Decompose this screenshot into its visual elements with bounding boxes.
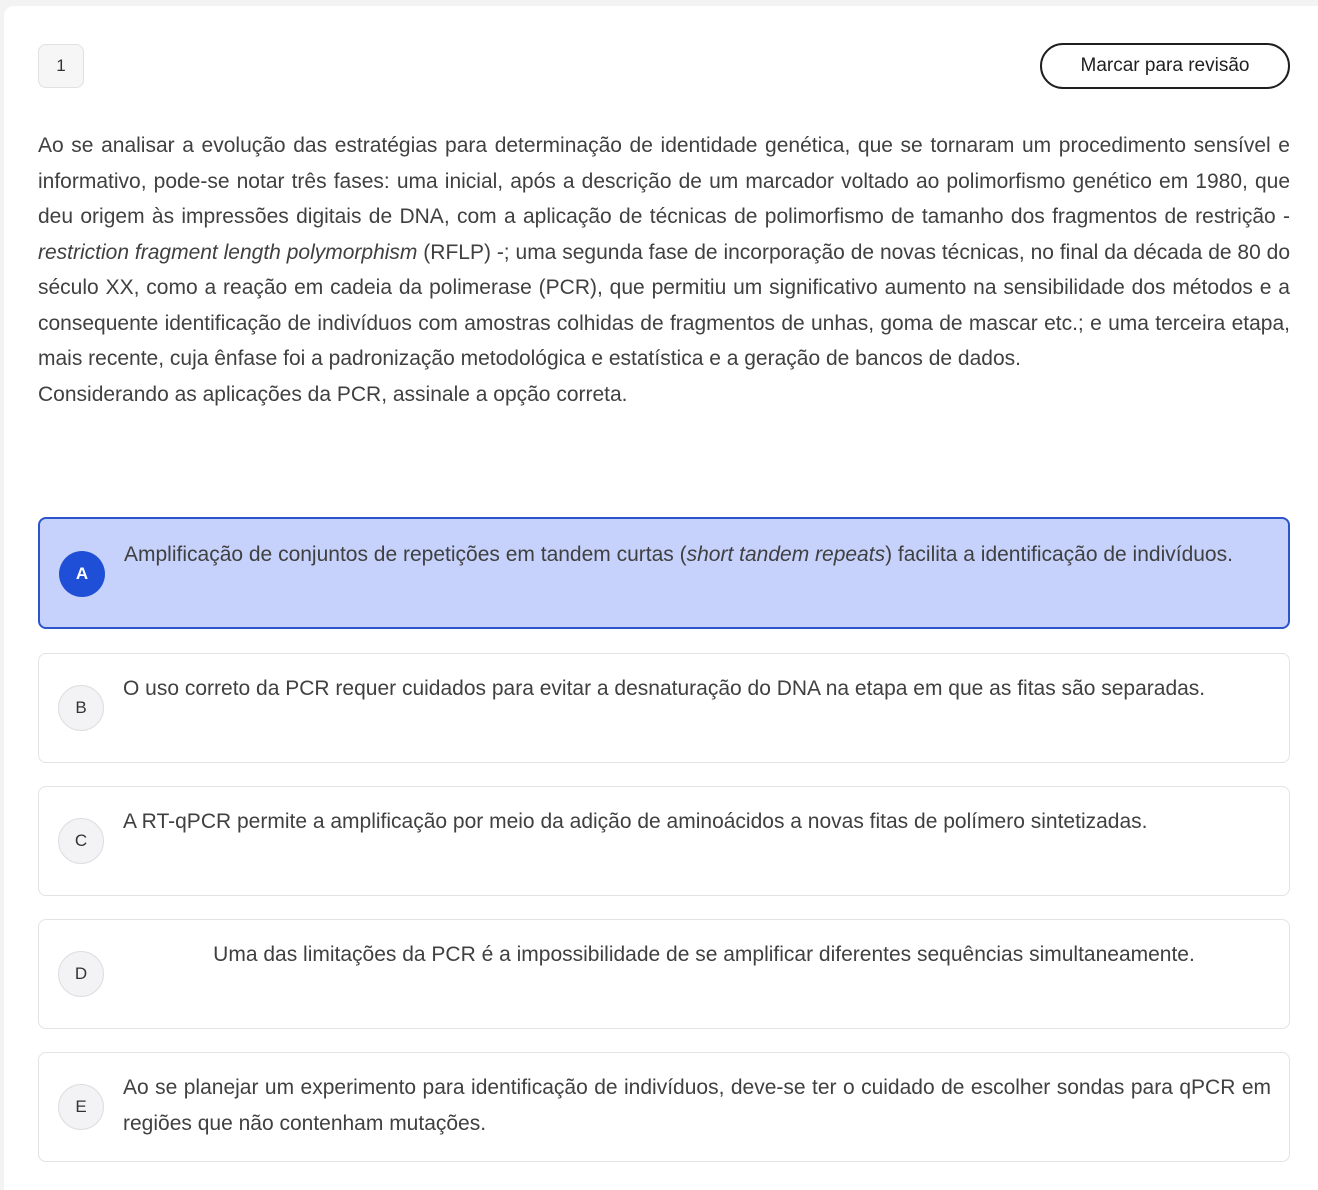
option-letter-badge: C [58,818,104,864]
option-text: A RT-qPCR permite a amplificação por meio da adição de aminoácidos a novas fitas de polímero sintetizadas. [123,810,1148,833]
statement-italic-term: restriction fragment length polymorphism [38,240,418,264]
option-letter-badge: E [58,1084,104,1130]
option-c[interactable] [38,786,1290,896]
option-text: Uma das limitações da PCR é a impossibilidade de se amplificar diferentes sequências simultaneamente. [213,943,1195,966]
option-text: Amplificação de conjuntos de repetições em tandem curtas (short tandem repeats) facilita a identificação de indivíduos. [124,543,1233,566]
question-statement [38,128,1290,412]
option-e[interactable] [38,1052,1290,1162]
question-prompt: Considerando as aplicações da PCR, assinale a opção correta. [38,382,628,406]
statement-paragraph: Ao se analisar a evolução das estratégias para determinação de identidade genética, que se tornaram um procedimento sensível e informativo, pode-se notar três fases: uma inicial, após a descrição de um marcador voltado ao polimorfismo genético em 1980, que deu origem às impressões digitais de DNA, com a aplicação de técnicas de polimorfismo de tamanho dos fragmentos de restrição - restriction fragment length polymorphism (RFLP) -; uma segunda fase de incorporação de novas técnicas, no final da década de 80 do século XX, como a reação em cadeia da polimerase (PCR), que permitiu um significativo aumento na sensibilidade dos métodos e a consequente identificação de indivíduos com amostras colhidas de fragmentos de unhas, goma de mascar etc.; e uma terceira etapa, mais recente, cuja ênfase foi a padronização metodológica e estatística e a geração de bancos de dados. [38,134,1290,370]
mark-for-review-button[interactable]: Marcar para revisão [1040,43,1290,89]
option-text: O uso correto da PCR requer cuidados para evitar a desnaturação do DNA na etapa em que as fitas são separadas. [123,677,1206,700]
question-number: 1 [38,44,84,88]
question-card [4,6,1318,1190]
option-letter-badge: B [58,685,104,731]
option-letter-badge: D [58,951,104,997]
option-a[interactable] [38,517,1290,629]
option-d[interactable] [38,919,1290,1029]
option-text: Ao se planejar um experimento para identificação de indivíduos, deve-se ter o cuidado de escolher sondas para qPCR em regiões que não contenham mutações. [123,1076,1271,1135]
option-b[interactable] [38,653,1290,763]
option-letter-badge: A [59,551,105,597]
